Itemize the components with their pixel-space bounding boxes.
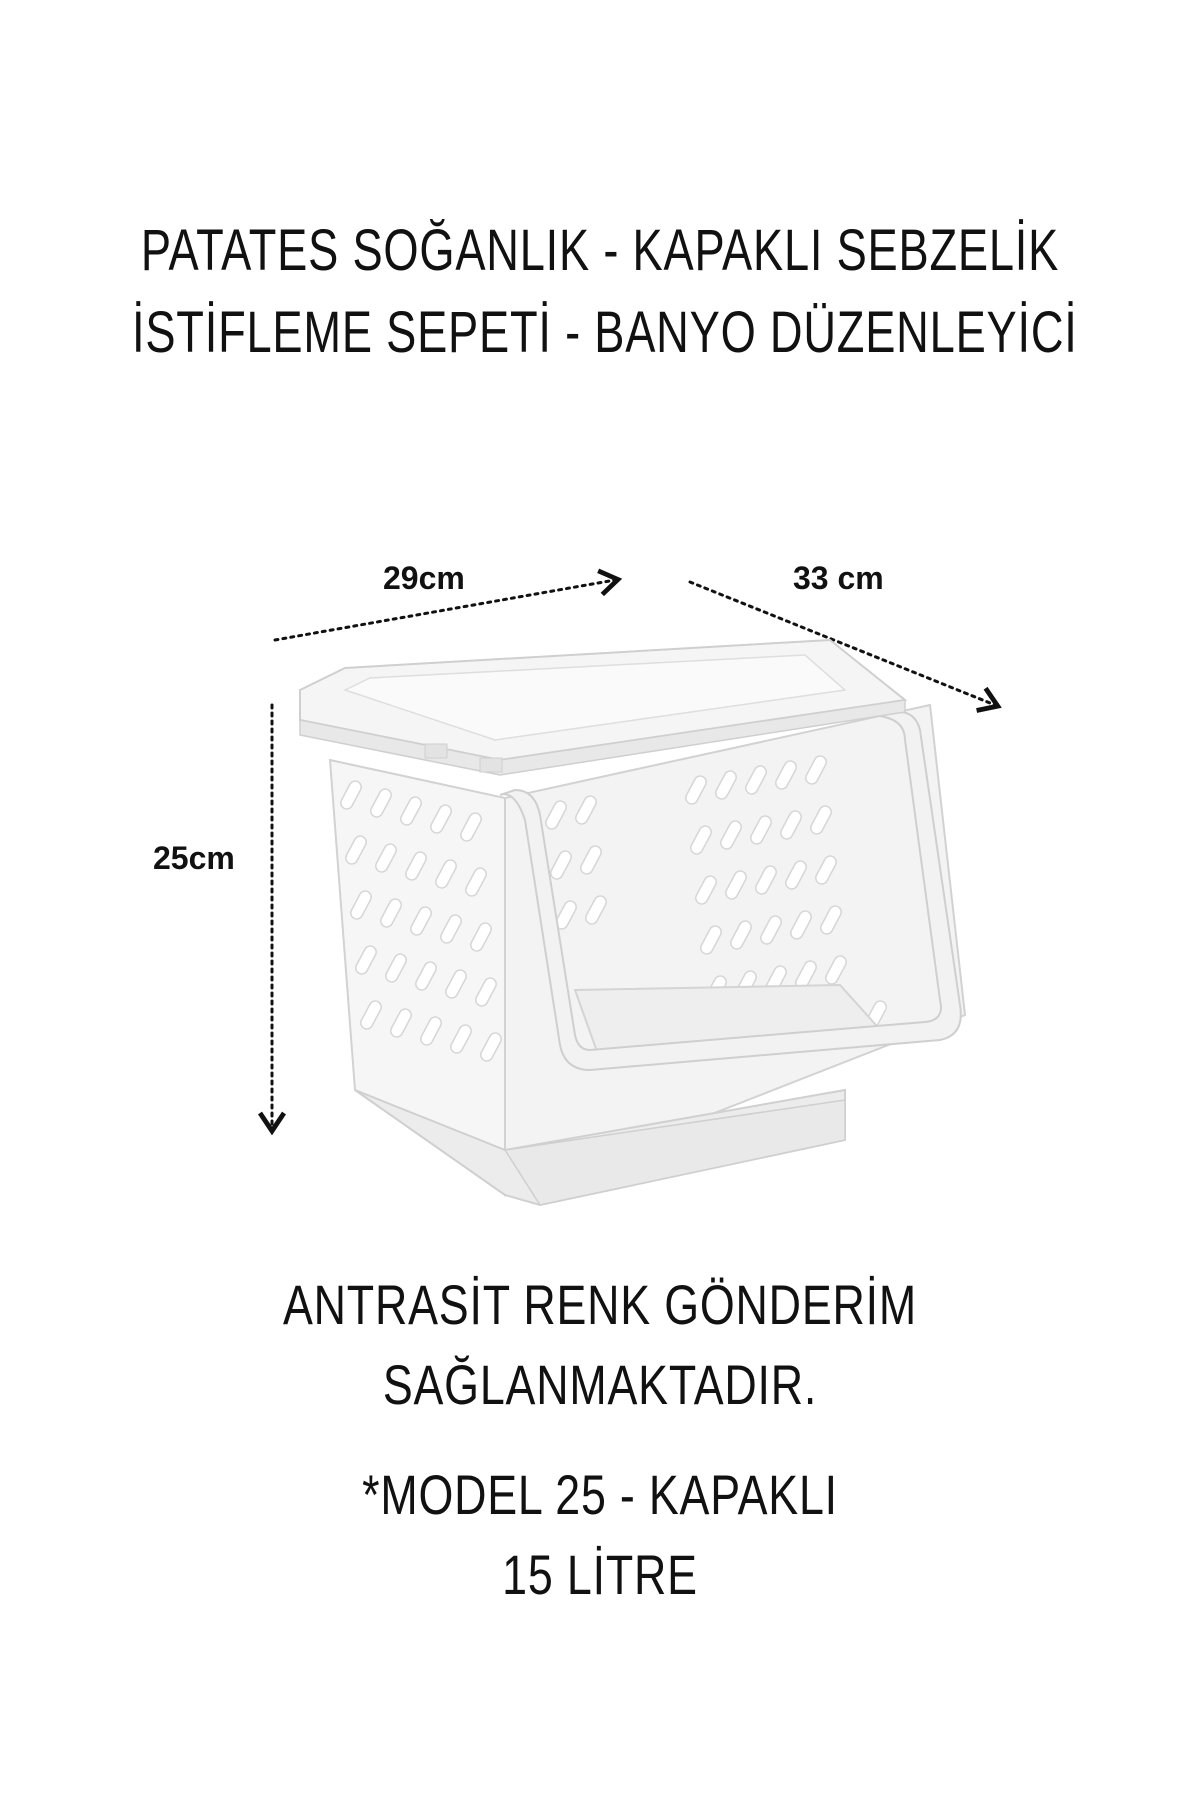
title-line-1: PATATES SOĞANLIK - KAPAKLI SEBZELİK: [140, 218, 1060, 283]
depth-label: 33 cm: [793, 560, 884, 596]
color-note-line-1: ANTRASİT RENK GÖNDERİM: [282, 1273, 918, 1336]
title-line-2: İSTİFLEME SEPETİ - BANYO DÜZENLEYİCİ: [132, 300, 1078, 365]
volume-label: 15 LİTRE: [502, 1543, 698, 1606]
basket: [300, 640, 965, 1205]
height-label: 25cm: [153, 840, 235, 876]
model-label: *MODEL 25 - KAPAKLI: [362, 1463, 838, 1526]
width-label: 29cm: [383, 560, 465, 596]
color-note: [0, 1265, 1200, 1425]
color-note-line-2: SAĞLANMAKTADIR.: [382, 1353, 818, 1416]
model-note: [0, 1455, 1200, 1615]
